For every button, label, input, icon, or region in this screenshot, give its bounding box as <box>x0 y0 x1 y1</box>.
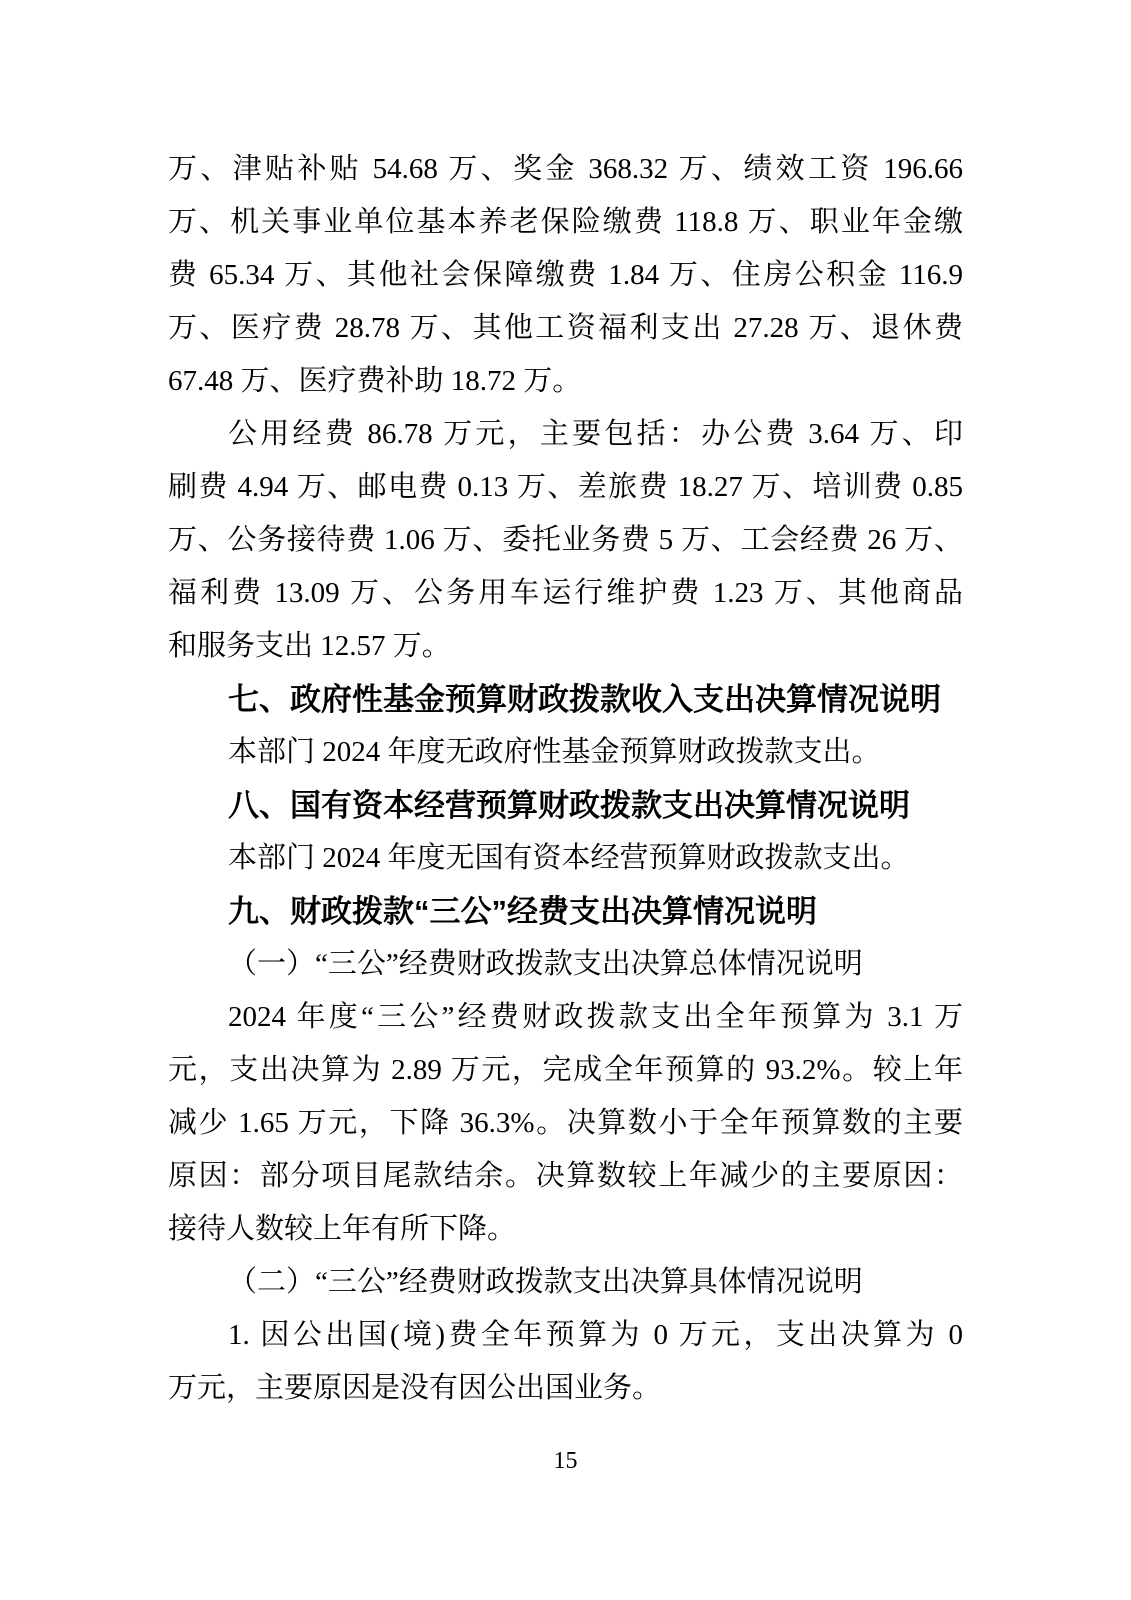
text-line: 万、公务接待费 1.06 万、委托业务费 5 万、工会经费 26 万、 <box>168 524 963 556</box>
text-line: 万、医疗费 28.78 万、其他工资福利支出 27.28 万、退休费 <box>168 312 963 344</box>
text-line: 万元，主要原因是没有因公出国业务。 <box>168 1372 662 1404</box>
text-line: 和服务支出 12.57 万。 <box>168 630 451 662</box>
document-body <box>168 143 963 1415</box>
text-line: 本部门 2024 年度无政府性基金预算财政拨款支出。 <box>228 736 881 768</box>
text-line: 接待人数较上年有所下降。 <box>168 1213 517 1245</box>
text-line: 减少 1.65 万元，下降 36.3%。决算数小于全年预算数的主要 <box>168 1107 963 1139</box>
text-line: 本部门 2024 年度无国有资本经营预算财政拨款支出。 <box>228 842 910 874</box>
text-line: （二）“三公”经费财政拨款支出决算具体情况说明 <box>228 1266 863 1298</box>
text-line: 刷费 4.94 万、邮电费 0.13 万、差旅费 18.27 万、培训费 0.85 <box>168 471 963 503</box>
text-line: 67.48 万、医疗费补助 18.72 万。 <box>168 365 582 397</box>
text-line: 1. 因公出国(境)费全年预算为 0 万元，支出决算为 0 <box>228 1319 963 1351</box>
text-line: 元，支出决算为 2.89 万元，完成全年预算的 93.2%。较上年 <box>168 1054 963 1086</box>
heading-line: 七、政府性基金预算财政拨款收入支出决算情况说明 <box>228 682 941 717</box>
text-line: 公用经费 86.78 万元，主要包括：办公费 3.64 万、印 <box>228 418 963 450</box>
text-line: 原因：部分项目尾款结余。决算数较上年减少的主要原因： <box>168 1160 963 1192</box>
text-line: 万、机关事业单位基本养老保险缴费 118.8 万、职业年金缴 <box>168 206 963 238</box>
page-number: 15 <box>553 1448 578 1474</box>
text-line: 福利费 13.09 万、公务用车运行维护费 1.23 万、其他商品 <box>168 577 963 609</box>
text-line: 万、津贴补贴 54.68 万、奖金 368.32 万、绩效工资 196.66 <box>168 153 963 185</box>
text-line: 费 65.34 万、其他社会保障缴费 1.84 万、住房公积金 116.9 <box>168 259 963 291</box>
text-line: 2024 年度“三公”经费财政拨款支出全年预算为 3.1 万 <box>228 1001 963 1033</box>
heading-line: 八、国有资本经营预算财政拨款支出决算情况说明 <box>228 788 910 823</box>
text-line: （一）“三公”经费财政拨款支出决算总体情况说明 <box>228 948 863 980</box>
heading-line: 九、财政拨款“三公”经费支出决算情况说明 <box>228 894 817 929</box>
